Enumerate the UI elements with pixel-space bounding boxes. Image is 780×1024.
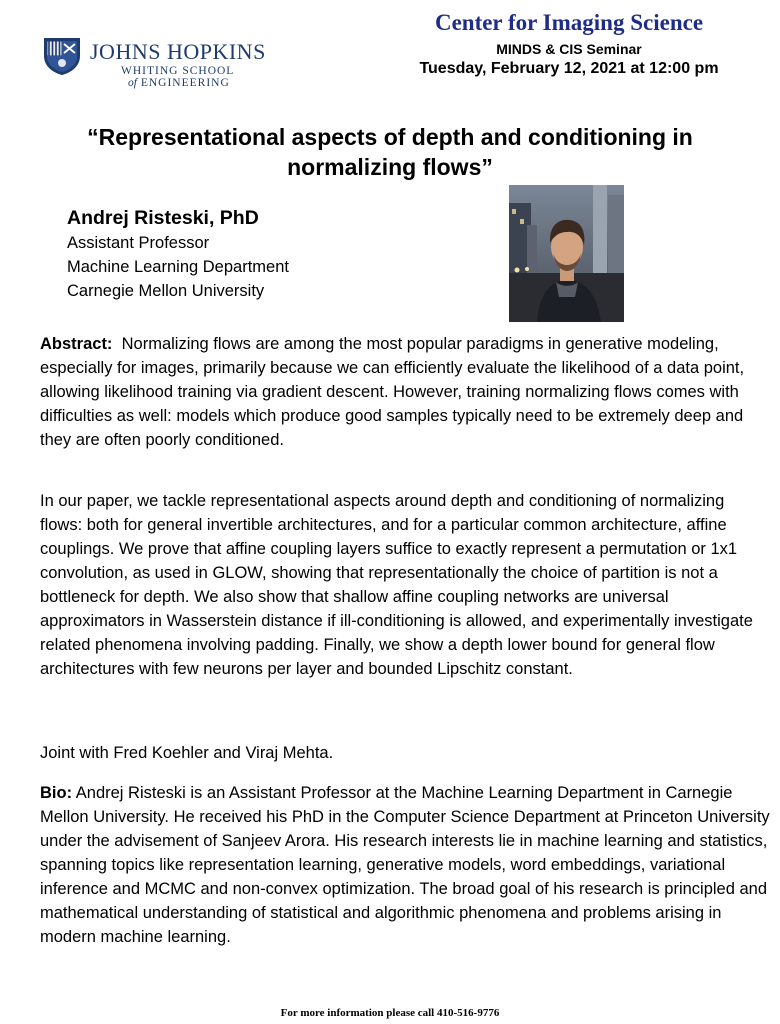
speaker-position: Assistant Professor	[67, 234, 210, 252]
jhu-shield-icon	[42, 36, 82, 76]
speaker-university: Carnegie Mellon University	[67, 282, 265, 300]
paper-paragraph: In our paper, we tackle representational aspects around depth and conditioning of normalizing flows: both for general invertible architectures, and for a particular common architecture, affine couplings. We prove that affine coupling layers suffice to exactly represent a permutation or 1x1 convolution, as used in GLOW, showing that representationally the choice of partition is not a bottleneck for depth. We also show that shallow affine coupling networks are universal approximators in Wasserstein distance if ill-conditioning is allowed, and experimentally investigate related phenomena involving padding. Finally, we show a depth lower bound for general flow architectures with few neurons per layer and bounded Lipschitz constant.	[40, 492, 753, 678]
seminar-name: MINDS & CIS Seminar	[496, 41, 642, 57]
bio-paragraph	[40, 781, 770, 949]
talk-title	[20, 122, 760, 182]
abstract-label: Abstract:	[40, 335, 113, 353]
speaker-department: Machine Learning Department	[67, 258, 289, 276]
abstract-paragraph	[40, 332, 770, 452]
abstract-text: Normalizing flows are among the most popular paradigms in generative modeling, especially for images, primarily because we can efficiently evaluate the likelihood of a data point, allowing likelihood training via gradient descent. However, training normalizing flows comes with difficulties as well: models which produce good samples typically need to be extremely deep and they are often poorly conditioned.	[40, 335, 745, 449]
bio-label: Bio:	[40, 784, 73, 802]
speaker-photo	[509, 185, 624, 322]
logo-line-engineering	[128, 77, 230, 89]
speaker-name: Andrej Risteski, PhD	[67, 207, 259, 229]
logo-of-word: of	[128, 77, 137, 89]
talk-title-line-1: “Representational aspects of depth and conditioning in	[87, 124, 693, 150]
logo-engineering-word: ENGINEERING	[136, 77, 230, 89]
bio-text: Andrej Risteski is an Assistant Professor at the Machine Learning Department in Carnegie Mellon University. He received his PhD in the Computer Science Department at Princeton University under the advisement of Sanjeev Arora. His research interests lie in machine learning and statistics, spanning topics like representation learning, generative models, word embeddings, variational inference and MCMC and non-convex optimization. The broad goal of his research is principled and mathematical understanding of statistical and algorithmic phenomena and problems arising in modern machine learning.	[40, 784, 770, 946]
contact-footer: For more information please call 410-516-9776	[280, 1007, 500, 1019]
jhu-logo	[42, 36, 282, 92]
logo-line-johns-hopkins: JOHNS HOPKINS	[90, 39, 266, 64]
logo-line-whiting-school: WHITING SCHOOL	[121, 65, 235, 77]
center-name: Center for Imaging Science	[434, 10, 704, 35]
talk-title-line-2: normalizing flows”	[287, 154, 493, 180]
speaker-info	[67, 205, 289, 303]
seminar-date: Tuesday, February 12, 2021 at 12:00 pm	[419, 60, 719, 77]
joint-authors: Joint with Fred Koehler and Viraj Mehta.	[40, 744, 334, 762]
